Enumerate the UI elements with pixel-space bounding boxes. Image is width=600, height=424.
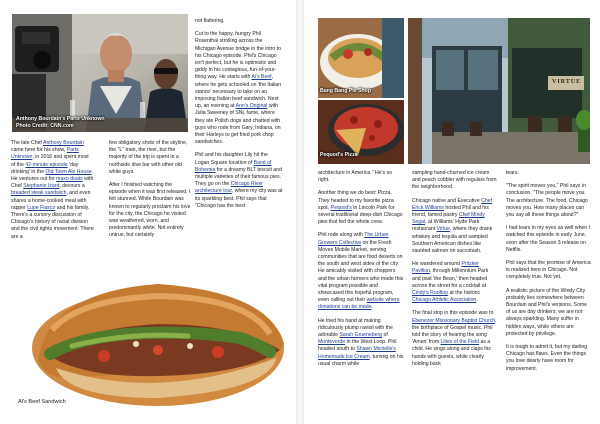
inline-link[interactable]: The Urban Growers Collective [318, 232, 389, 246]
inline-link[interactable]: Ann's Original [235, 103, 268, 110]
inline-link[interactable]: Pritzker Pavilion [412, 261, 479, 275]
inline-link[interactable]: Chef Mindy Segal [412, 212, 485, 226]
paragraph: He wandered around Pritzker Pavilion, through Millennium Park and past 'the Bean,' then headed across the street for a cocktail at Cindy's Rooftop at the historic Chicago Athletic Association. [412, 261, 489, 304]
paragraph: A realistic picture of the Windy City probably lies somewhere between Bourdain and Phil's versions. Some of us are day drinkers; we are not always sparkling. Many suffer in hidden ways, while others are protected by privilege. [506, 287, 587, 337]
paragraph: Another thing we do best: Pizza. They headed to my favorite pizza spot, Pequod's in Lincoln Park for several traditional deep-dish Chicago pies that fed the whole crew. [318, 190, 403, 226]
virtue-sign: VIRTUE [552, 79, 582, 85]
inline-link[interactable]: Band of Bohemia [195, 159, 272, 173]
inline-link[interactable]: Ebenezer Missionary Baptist Church [412, 317, 496, 324]
paragraph: Phil rode along with The Urban Growers Collective on the Fresh Moves Mobile Market, serving communities that are food deserts on the south and west sides of the city. He amicably visited with shoppers and the urban farmers who made this vital program possible and showcased this hopeful program, even calling out their website where donations can be made. [318, 232, 404, 311]
right-column-3 [506, 170, 592, 420]
photo-caption: Anthony Bourdain's Parts Unknown Photo Credit: CNN.com [16, 116, 105, 129]
inline-link[interactable]: Sarah Grueneberg [339, 332, 383, 339]
paragraph: "The spirit moves you," Phil says in conclusion. "The people move you. The architecture. The food. Chicago moves you. How many places can you say all these things about?" [506, 183, 588, 219]
paragraph: Chicago native and Executive Chef Erick Williams hosted Phil and his friend, famed pastry Chef Mindy Segal, at Williams' Hyde Park restaurant Virtue, where they drank whiskey and tequila and sampled Southern American dishes like sautéed salmon on succotash. [412, 197, 493, 255]
paragraph: The late Chef Anthony Bourdain came here for his show, Parts Unknown, in 2016 and spent most of the 42-minute episode 'day drinking' in the Old Town Ale House. He ventures out for maxo doats with Chef Stephanie Izard, devours a breaded steak sandwich, and even shares a home-cooked meal with rapper Lupe Fiasco and his family. There's a cursory discussion of Chicago's history of racial division and the civil rights movement. There are a [11, 140, 94, 240]
inline-link[interactable]: Al's Beef [251, 74, 272, 81]
inline-link[interactable]: maxo doats [56, 176, 83, 183]
pie-shop-photo [318, 18, 404, 98]
right-page [304, 0, 600, 424]
right-column-2 [412, 170, 498, 420]
inline-link[interactable]: Monteverde [318, 339, 346, 346]
book-gutter [296, 0, 304, 424]
inline-link[interactable]: Old Town Ale House [45, 168, 92, 175]
paragraph: sampling hand-churned ice cream and peach cobbler with regulars from the neighborhood. [412, 170, 497, 191]
paragraph: The final stop in this episode was to Ebenezer Missionary Baptist Church, the birthplace of Gospel music. Phil told the story of hearing the song 'Amen' from Lilies of the Field as a child. He sings along and claps his hands with guests, while clearly holding back [412, 310, 497, 367]
inline-link[interactable]: Pequod's [330, 204, 352, 211]
paragraph: not flattering. [195, 18, 225, 24]
paragraph: Phil and his daughter Lily hit the Logan Square location of Band of Bohemia for a dreamy BLT biscuit and multiple varieties of their famous pies. They go on the Chicago River architecture tour, where my city was at its sparkling best. Phil says that "Chicago has the best [195, 152, 283, 209]
left-page [0, 0, 296, 424]
left-column-2b [195, 18, 283, 276]
inline-link[interactable]: Cindy's Rooftop [412, 290, 449, 297]
inline-link[interactable]: breaded steak sandwich [11, 190, 67, 197]
pizza-caption: Pequod's Pizza [320, 152, 358, 158]
paragraph: architecture in America." He's so right. [318, 170, 392, 184]
sandwich-caption: Al's Beef Sandwich [18, 399, 66, 405]
paragraph: He tried his hand at making ridiculously plump ravioli with the adorable Sarah Grueneberg of Monteverde in the West Loop. Phil headed south to Shawn Michelle's Homemade Ice Cream, turning on his usual charm while [318, 317, 404, 367]
inline-link[interactable]: Parts Unknown [11, 147, 79, 161]
inline-link[interactable]: Chef Erick Williams [412, 197, 493, 211]
paragraph: After I finished watching the episode when it was first released, I felt stunned. While Bourdain was known to regularly proclaim his love for the city, the Chicago he visited was weathered, worn, and predominantly white. Not entirely untrue, but certainly [109, 182, 191, 239]
inline-link[interactable]: Anthony Bourdain [43, 140, 84, 146]
inline-link[interactable]: 42-minute episode [25, 161, 68, 168]
left-column-2a [109, 140, 191, 270]
inline-link[interactable]: Lupe Fiasco [27, 204, 56, 211]
paragraph: Cut to the happy, hungry Phil Rosenthal strolling across the Michigan Avenue bridge in the intro to his Chicago episode. Phil's Chicago isn't perfect, but he is optimistic and giddy in his contagious, fun-of-your-thing way. He starts with Al's Beef, where he gets schooled on 'the Italian stance' necessary to take on an imposing Italian beef sandwich. Next up, an evening at Ann's Original with Julia Sweeney of SNL fame, where they ate Polish dogs and chatted with guys who rode from Gary, Indiana, on their Harleys to get fried pork chop sandwiches. [195, 31, 282, 146]
paragraph: I had tears in my eyes as well when I watched this episode in early June, soon after the Season 3 release on Netflix. [506, 225, 591, 253]
inline-link[interactable]: Lilies of the Field [440, 339, 480, 346]
inline-link[interactable]: Chicago Athletic Association [412, 297, 477, 304]
paragraph: few obligatory shots of the skyline, the "L" train, the river, but the majority of the trip is spent in a northside dive bar with other old white guys. [109, 140, 188, 175]
right-column-1 [318, 170, 404, 420]
virtue-storefront-photo [408, 18, 590, 164]
paragraph: Phil says that the promise of America is realized here in Chicago. Not completely true. Not yet. [506, 260, 591, 281]
inline-link[interactable]: Virtue [436, 226, 450, 233]
paragraph: tears. [506, 170, 519, 176]
inline-link[interactable]: Chicago River architecture tour [195, 181, 264, 195]
inline-link[interactable]: Stephanie Izard [23, 183, 60, 190]
inline-link[interactable]: website where donations can be made [318, 297, 400, 311]
pie-shop-caption: Bang Bang Pie Shop [320, 88, 372, 94]
bourdain-photo [12, 14, 188, 132]
inline-link[interactable]: Shawn Michelle's Homemade Ice Cream [318, 346, 396, 360]
paragraph: It is tough to admit it, but my darling Chicago has flaws. Even the things you love dearly have room for improvement. [506, 344, 588, 372]
